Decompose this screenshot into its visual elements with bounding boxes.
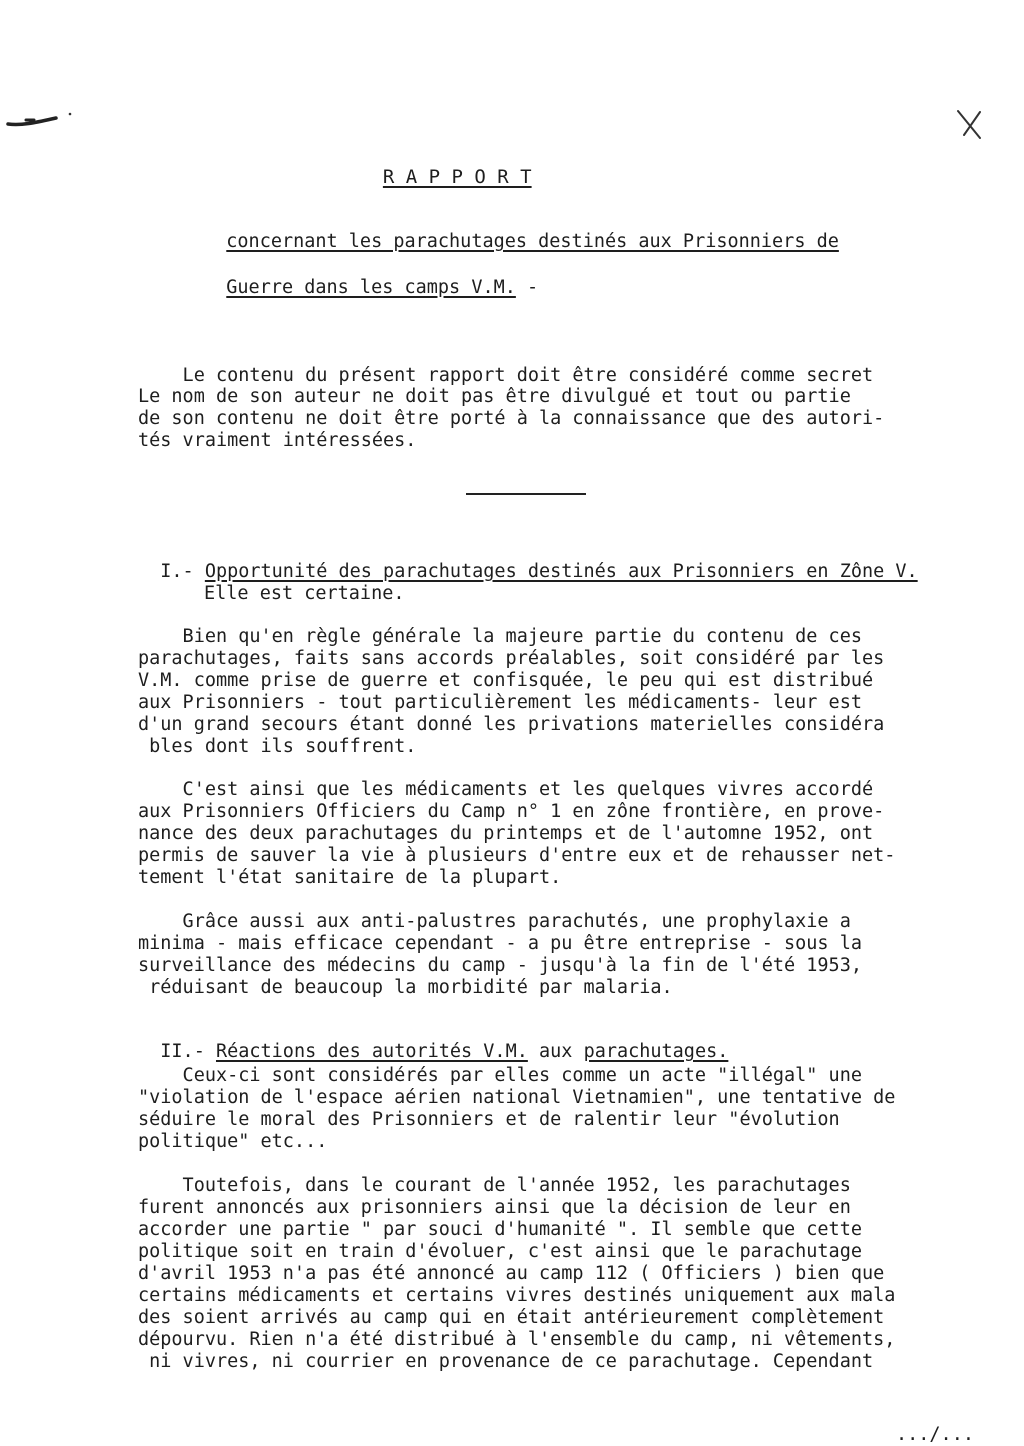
paragraph-line: d'avril 1953 n'a pas été annoncé au camp 112 ( Officiers ) bien que [138, 1263, 885, 1284]
handwritten-x-mark [950, 108, 990, 140]
title-text: R A P P O R T [382, 166, 532, 188]
paragraph-line: surveillance des médecins du camp - jusqu'à la fin de l'été 1953, [138, 955, 862, 976]
section-1-lead: Elle est certaine. [204, 583, 405, 604]
paragraph-line: Grâce aussi aux anti-palustres parachutés, une prophylaxie a [138, 911, 851, 932]
paragraph-line: V.M. comme prise de guerre et confisquée, le peu qui est distribué [138, 670, 874, 691]
section-2-number: II.- [160, 1041, 216, 1062]
paragraph-line: Ceux-ci sont considérés par elles comme un acte "illégal" une [138, 1065, 862, 1086]
paragraph-line: "violation de l'espace aérien national Vietnamien", une tentative de [138, 1087, 896, 1108]
paragraph-line: bles dont ils souffrent. [138, 736, 417, 757]
document-title [360, 146, 532, 188]
paragraph-line: permis de sauver la vie à plusieurs d'entre eux et de rehausser net- [138, 845, 896, 866]
paragraph-line: ni vivres, ni courrier en provenance de ce parachutage. Cependant [138, 1351, 874, 1372]
notice-line: Le contenu du présent rapport doit être considéré comme secret [138, 365, 874, 386]
paragraph-line: Toutefois, dans le courant de l'année 1952, les parachutages [138, 1175, 851, 1196]
notice-line: tés vraiment intéressées. [138, 430, 417, 451]
section-1-heading [138, 540, 918, 582]
paragraph-line: politique" etc... [138, 1131, 328, 1152]
paragraph-line: tement l'état sanitaire de la plupart. [138, 867, 562, 888]
paragraph-line: minima - mais efficace cependant - a pu être entreprise - sous la [138, 933, 862, 954]
paragraph-line: furent annoncés aux prisonniers ainsi que la décision de leur en [138, 1197, 851, 1218]
section-1-number: I.- [160, 561, 205, 582]
paragraph-line: aux Prisonniers Officiers du Camp n° 1 en zône frontière, en prove- [138, 801, 885, 822]
section-2-heading [138, 1020, 728, 1062]
notice-line: de son contenu ne doit être porté à la connaissance que des autori- [138, 408, 885, 429]
section-2-title-b: parachutages. [583, 1041, 729, 1062]
separator-rule [466, 493, 586, 495]
subtitle-tail: - [515, 277, 539, 298]
paragraph-line: politique soit en train d'évoluer, c'est ainsi que le parachutage [138, 1241, 862, 1262]
section-2-title-a: Réactions des autorités V.M. [215, 1041, 528, 1062]
paragraph-line: d'un grand secours étant donné les privations materielles considéra [138, 714, 885, 735]
paragraph-line: séduire le moral des Prisonniers et de ralentir leur "évolution [138, 1109, 840, 1130]
section-2-title-mid: aux [527, 1041, 584, 1062]
paragraph-line: nance des deux parachutages du printemps et de l'automne 1952, ont [138, 823, 874, 844]
notice-line: Le nom de son auteur ne doit pas être divulgué et tout ou partie [138, 386, 851, 407]
paragraph-line: dépourvu. Rien n'a été distribué à l'ensemble du camp, ni vêtements, [138, 1329, 896, 1350]
handwritten-mark [4, 108, 74, 132]
document-subtitle-line-2 [204, 256, 538, 298]
paragraph-line: certains médicaments et certains vivres destinés uniquement aux mala [138, 1285, 896, 1306]
document-subtitle-line-1 [204, 210, 839, 252]
page-continuation: .../... [896, 1424, 974, 1445]
subtitle-text-1: concernant les parachutages destinés aux Prisonniers de [226, 231, 839, 252]
paragraph-line: Bien qu'en règle générale la majeure partie du contenu de ces [138, 626, 862, 647]
paragraph-line: des soient arrivés au camp qui en était antérieurement complètement [138, 1307, 885, 1328]
paragraph-line: C'est ainsi que les médicaments et les quelques vivres accordé [138, 779, 874, 800]
paragraph-line: aux Prisonniers - tout particulièrement les médicaments- leur est [138, 692, 862, 713]
section-1-title: Opportunité des parachutages destinés aux Prisonniers en Zône V. [204, 561, 918, 582]
subtitle-text-2: Guerre dans les camps V.M. [226, 277, 516, 298]
paragraph-line: accorder une partie " par souci d'humanité ". Il semble que cette [138, 1219, 862, 1240]
paragraph-line: réduisant de beaucoup la morbidité par malaria. [138, 977, 673, 998]
paragraph-line: parachutages, faits sans accords préalables, soit considéré par les [138, 648, 885, 669]
